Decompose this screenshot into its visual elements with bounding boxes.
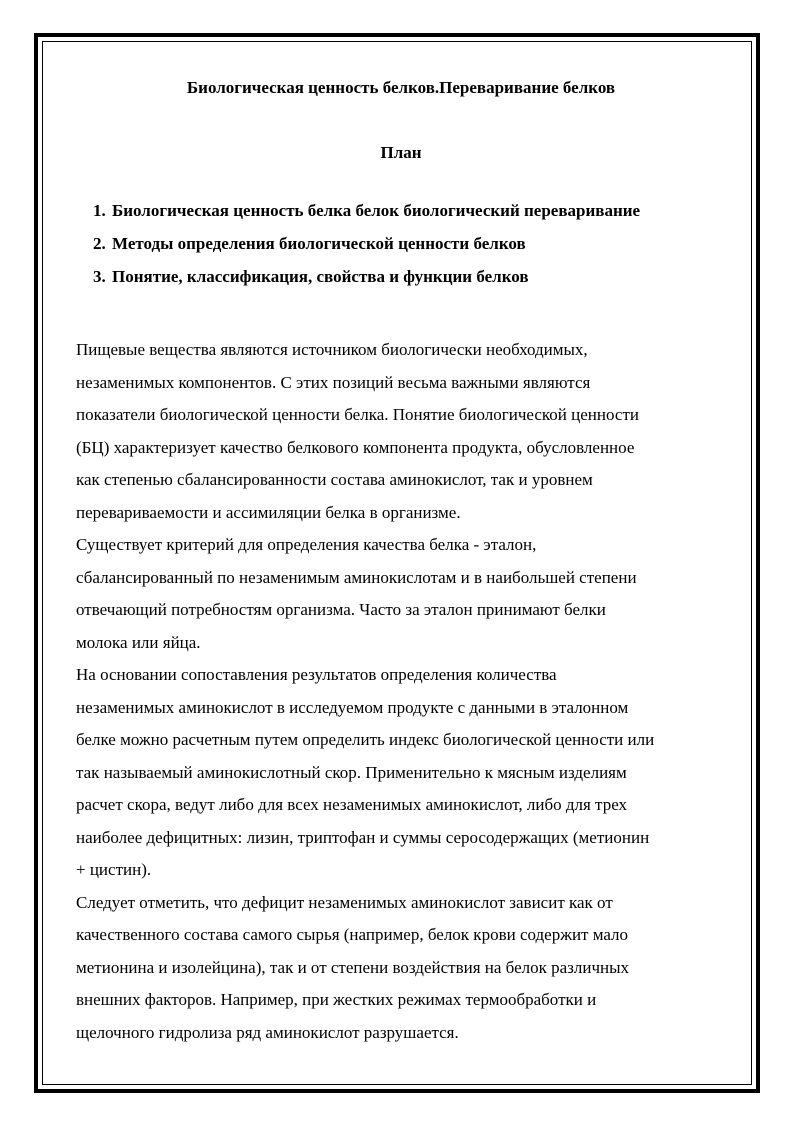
paragraph <box>76 334 726 529</box>
paragraph <box>76 659 726 887</box>
text-line: белке можно расчетным путем определить индекс биологической ценности или <box>76 730 655 749</box>
document-title: Биологическая ценность белков.Переваривание белков <box>186 78 616 97</box>
plan-item: 3. Понятие, классификация, свойства и функции белков <box>110 267 726 287</box>
text-line: + цистин). <box>76 860 152 879</box>
text-line: показатели биологической ценности белка. Понятие биологической ценности <box>76 405 639 424</box>
text-line: перевариваемости и ассимиляции белка в организме. <box>76 502 461 522</box>
text-line: сбалансированный по незаменимым аминокислотам и в наибольшей степени <box>76 567 637 587</box>
plan-list <box>76 201 726 287</box>
text-line: наиболее дефицитных: лизин, триптофан и суммы серосодержащих (метионин <box>76 827 650 847</box>
text-line: Пищевые вещества являются источником биологически необходимых, <box>76 340 588 359</box>
text-line: (БЦ) характеризует качество белкового компонента продукта, обусловленное <box>76 437 635 457</box>
text-line: Существует критерий для определения качества белка - эталон, <box>76 535 537 554</box>
text-line: отвечающий потребностям организма. Часто за эталон принимают белки <box>76 600 606 619</box>
text-line: расчет скора, ведут либо для всех незаменимых аминокислот, либо для трех <box>76 795 628 814</box>
text-line: незаменимых компонентов. С этих позиций весьма важными являются <box>76 372 591 392</box>
plan-heading: План <box>380 143 422 162</box>
text-line: качественного состава самого сырья (например, белок крови содержит мало <box>76 925 629 944</box>
text-line: Следует отметить, что дефицит незаменимых аминокислот зависит как от <box>76 892 613 912</box>
text-line: молока или яйца. <box>76 632 201 652</box>
paragraph <box>76 887 726 1050</box>
text-line: незаменимых аминокислот в исследуемом продукте с данными в эталонном <box>76 697 629 717</box>
text-line: На основании сопоставления результатов определения количества <box>76 665 557 684</box>
paragraph <box>76 529 726 659</box>
body-text <box>76 334 726 1049</box>
plan-item: 1. Биологическая ценность белка белок биологический переваривание <box>110 201 726 221</box>
plan-item: 2. Методы определения биологической ценности белков <box>110 234 726 254</box>
document-body <box>76 70 726 1049</box>
text-line: внешних факторов. Например, при жестких режимах термообработки и <box>76 990 597 1009</box>
text-line: метионина и изолейцина), так и от степени воздействия на белок различных <box>76 957 630 977</box>
text-line: так называемый аминокислотный скор. Применительно к мясным изделиям <box>76 762 627 782</box>
text-line: щелочного гидролиза ряд аминокислот разрушается. <box>76 1022 459 1042</box>
text-line: как степенью сбалансированности состава аминокислот, так и уровнем <box>76 470 593 489</box>
